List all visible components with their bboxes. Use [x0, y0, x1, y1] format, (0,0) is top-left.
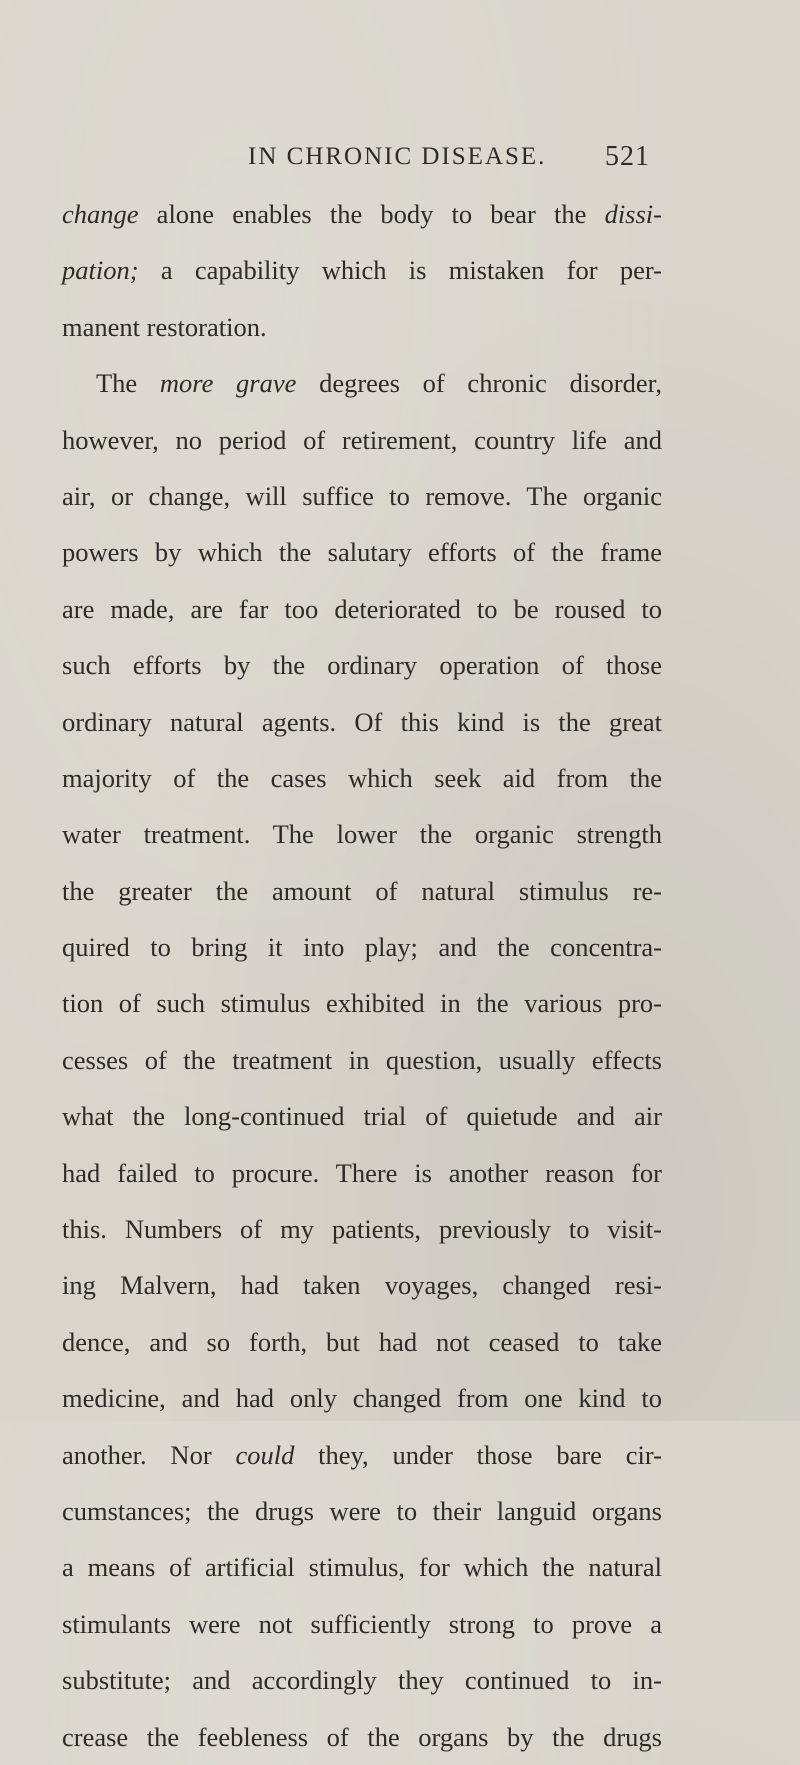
italic-text: could	[235, 1439, 295, 1470]
text-segment: alone enables the body to bear the	[138, 199, 605, 229]
text-line	[62, 1145, 662, 1201]
text-line	[62, 581, 662, 637]
text-segment: quired to bring it into play; and the concentra-	[62, 932, 662, 963]
italic-text: dissi-	[604, 199, 662, 229]
text-segment: medicine, and had only changed from one kind to	[62, 1383, 662, 1414]
text-segment: what the long-continued trial of quietude and air	[62, 1101, 662, 1132]
page-number: 521	[605, 141, 650, 172]
text-segment: majority of the cases which seek aid from the	[62, 762, 662, 793]
text-line	[62, 242, 662, 298]
text-segment: this. Numbers of my patients, previously to visit-	[62, 1214, 662, 1245]
text-line	[62, 1257, 662, 1313]
text-line	[62, 1652, 662, 1708]
text-segment: powers by which the salutary efforts of the frame	[62, 537, 662, 568]
text-line	[62, 468, 662, 524]
text-line	[62, 1427, 662, 1483]
text-segment: however, no period of retirement, country life and	[62, 424, 662, 455]
text-segment: the greater the amount of natural stimulus re-	[62, 875, 662, 906]
text-segment: crease the feebleness of the organs by the drugs	[62, 1721, 662, 1752]
text-segment: such efforts by the ordinary operation of those	[62, 650, 662, 681]
text-segment: degrees of chronic disorder,	[296, 368, 662, 399]
text-line	[62, 694, 662, 750]
text-line	[62, 299, 662, 355]
text-segment: air, or change, will suffice to remove. The organic	[62, 480, 662, 511]
text-segment: cumstances; the drugs were to their languid organs	[62, 1495, 662, 1526]
text-segment: are made, are far too deteriorated to be roused to	[62, 593, 662, 624]
text-line	[62, 750, 662, 806]
text-line	[62, 355, 662, 411]
body-text	[62, 186, 662, 1765]
text-segment: substitute; and accordingly they continued to in-	[62, 1665, 662, 1696]
text-segment: a capability which is mistaken for per-	[138, 255, 662, 286]
text-line	[62, 919, 662, 975]
italic-text: change	[62, 199, 139, 229]
text-line	[62, 412, 662, 468]
text-segment: water treatment. The lower the organic strength	[62, 819, 662, 850]
text-line	[62, 1314, 662, 1370]
text-line	[62, 806, 662, 862]
text-segment: ing Malvern, had taken voyages, changed resi-	[62, 1270, 662, 1301]
text-line	[62, 1201, 662, 1257]
text-line	[62, 863, 662, 919]
text-line	[62, 1539, 662, 1595]
text-line	[62, 1370, 662, 1426]
text-segment: The	[96, 368, 160, 399]
text-segment: manent restoration.	[62, 311, 267, 342]
text-line	[62, 1596, 662, 1652]
text-segment: another. Nor	[62, 1439, 236, 1470]
text-line	[62, 1088, 662, 1144]
text-line	[62, 637, 662, 693]
text-line	[62, 524, 662, 580]
text-line	[62, 1709, 662, 1765]
running-title: IN CHRONIC DISEASE.	[248, 143, 547, 170]
text-segment: dence, and so forth, but had not ceased to take	[62, 1326, 662, 1357]
text-segment: they, under those bare cir-	[294, 1439, 662, 1470]
text-line	[62, 1032, 662, 1088]
text-line	[62, 186, 662, 242]
text-segment: a means of artificial stimulus, for which the natural	[62, 1552, 662, 1583]
page-header	[0, 141, 800, 181]
italic-text: more grave	[159, 368, 297, 399]
text-line	[62, 975, 662, 1031]
text-segment: ordinary natural agents. Of this kind is the great	[62, 706, 662, 737]
text-segment: tion of such stimulus exhibited in the various pro-	[62, 988, 662, 1019]
text-segment: had failed to procure. There is another reason for	[62, 1157, 662, 1188]
italic-text: pation;	[62, 255, 139, 286]
text-segment: cesses of the treatment in question, usually effects	[62, 1044, 662, 1075]
text-line	[62, 1483, 662, 1539]
text-segment: stimulants were not sufficiently strong to prove a	[62, 1608, 662, 1639]
